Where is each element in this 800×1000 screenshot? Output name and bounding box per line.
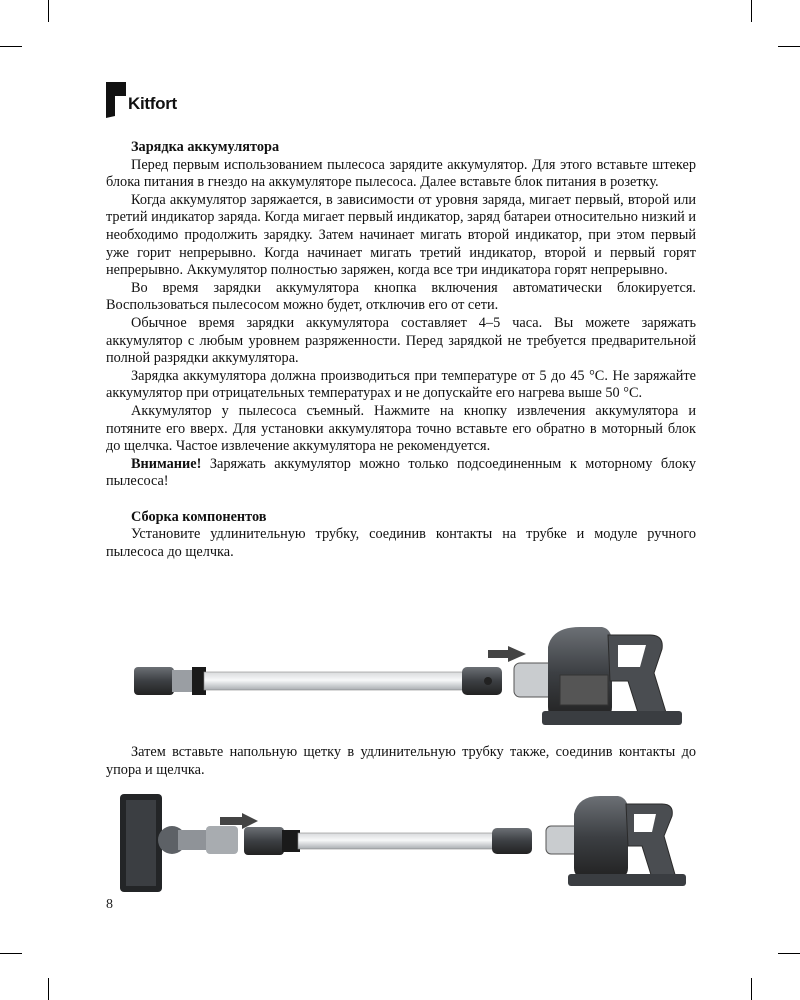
document-body-continued	[106, 744, 696, 779]
crop-mark	[0, 953, 22, 954]
extension-tube	[134, 667, 502, 695]
warning-text: Заряжать аккумулятор можно только подсоединенным к моторному блоку пылесоса!	[106, 455, 696, 490]
paragraph: Установите удлинительную трубку, соединив контакты на трубке и модуле ручного пылесоса до щелчка.	[106, 526, 696, 561]
handheld-unit	[514, 627, 682, 725]
paragraph: Перед первым использованием пылесоса зарядите аккумулятор. Для этого вставьте штекер блока питания в гнездо на аккумуляторе пылесоса. Далее вставьте блок питания в розетку.	[106, 156, 696, 191]
brand-name: Kitfort	[128, 94, 177, 113]
crop-mark	[778, 46, 800, 47]
crop-mark	[751, 978, 752, 1000]
crop-mark	[778, 953, 800, 954]
paragraph: Обычное время зарядки аккумулятора составляет 4–5 часа. Вы можете заряжать аккумулятор с любым уровнем разряженности. Перед зарядкой не требуется предварительной полной разрядки аккумулятора.	[106, 314, 696, 367]
page-number: 8	[106, 897, 113, 912]
paragraph: Зарядка аккумулятора должна производиться при температуре от 5 до 45 °С. Не заряжайте аккумулятор при отрицательных температурах и не допускайте его нагрева выше 50 °С.	[106, 367, 696, 402]
paragraph: Затем вставьте напольную щетку в удлинительную трубку также, соединив контакты до упора и щелчка.	[106, 744, 696, 778]
arrow-icon	[488, 646, 526, 662]
warning-paragraph	[106, 456, 696, 491]
crop-mark	[751, 0, 752, 22]
paragraph: Аккумулятор у пылесоса съемный. Нажмите на кнопку извлечения аккумулятора и потяните его вверх. Для установки аккумулятора точно вставьте его обратно в моторный блок до щелчка. Частое извлечение аккумулятора не рекомендуется.	[106, 402, 696, 455]
handheld-unit	[546, 796, 686, 886]
paragraph: Во время зарядки аккумулятора кнопка включения автоматически блокируется. Воспользоваться пылесосом можно будет, отключив его от сети.	[106, 279, 696, 314]
brand-logo	[106, 82, 177, 118]
warning-label: Внимание!	[131, 455, 202, 472]
crop-mark	[48, 0, 49, 22]
section-title-assembly: Сборка компонентов	[131, 508, 267, 525]
floor-brush	[120, 794, 238, 892]
crop-mark	[48, 978, 49, 1000]
document-body	[106, 139, 696, 562]
extension-tube	[244, 827, 532, 855]
paragraph: Когда аккумулятор заряжается, в зависимости от уровня заряда, мигает первый, второй или третий индикатор заряда. Когда мигает первый индикатор, заряд батареи относительно низкий и необходимо продолжить зарядку. Затем начинает мигать второй индикатор, при этом первый уже горит непрерывно. Когда начинает мигать третий индикатор, второй и первый горят непрерывно. Аккумулятор полностью заряжен, когда все три индикатора горят непрерывно.	[106, 191, 696, 279]
figure-tube-to-handheld	[0, 615, 800, 735]
kitfort-logo-icon	[106, 82, 126, 118]
crop-mark	[0, 46, 22, 47]
section-title-charging: Зарядка аккумулятора	[131, 139, 280, 155]
figure-brush-to-tube	[0, 790, 800, 895]
